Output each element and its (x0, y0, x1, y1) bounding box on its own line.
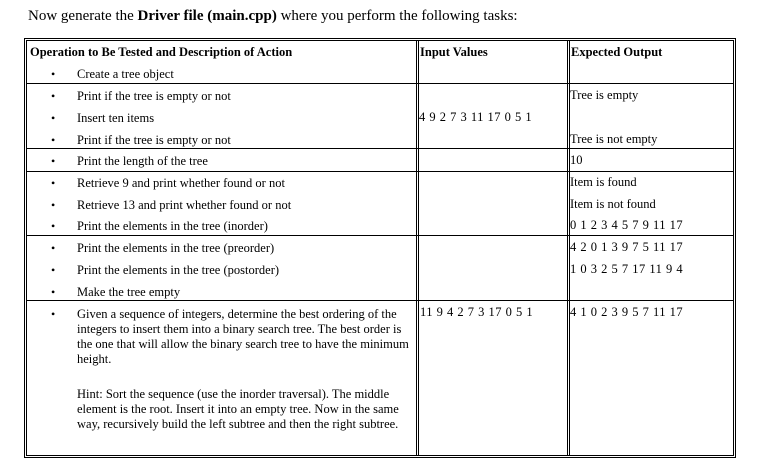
bullet: • (51, 111, 56, 125)
output-tree-not-empty: Tree is not empty (570, 132, 658, 146)
intro-suffix: where you perform the following tasks: (276, 8, 518, 24)
output-length: 10 (570, 153, 583, 167)
bullet: • (51, 307, 56, 321)
output-inorder: 0 1 2 3 4 5 7 9 11 17 (570, 218, 684, 232)
operation-print-not-empty: Print if the tree is empty or not (77, 133, 231, 147)
bullet: • (51, 154, 56, 168)
operation-print-length: Print the length of the tree (77, 154, 208, 168)
input-sequence: 11 9 4 2 7 3 17 0 5 1 (420, 305, 534, 319)
output-preorder: 4 2 0 1 3 9 7 5 11 17 (570, 240, 684, 254)
bullet: • (51, 263, 56, 277)
header-output: Expected Output (571, 45, 663, 59)
intro-prefix: Now generate the (28, 8, 138, 24)
output-not-found: Item is not found (570, 197, 656, 211)
operation-insert-items: Insert ten items (77, 111, 155, 125)
header-operation: Operation to Be Tested and Description of Action (30, 45, 293, 59)
bullet: • (51, 285, 56, 299)
row-divider (27, 235, 733, 236)
operation-retrieve-13: Retrieve 13 and print whether found or not (77, 198, 292, 212)
header-input: Input Values (420, 45, 488, 59)
bullet: • (51, 198, 56, 212)
bullet: • (51, 241, 56, 255)
bullet: • (51, 89, 56, 103)
row-divider (27, 300, 733, 301)
operation-print-inorder: Print the elements in the tree (inorder) (77, 219, 268, 233)
operation-print-empty: Print if the tree is empty or not (77, 89, 231, 103)
bullet: • (51, 219, 56, 233)
bullet: • (51, 133, 56, 147)
operation-retrieve-9: Retrieve 9 and print whether found or not (77, 176, 285, 190)
output-found: Item is found (570, 175, 637, 189)
operation-hint: Hint: Sort the sequence (use the inorder traversal). The middle element is the root. Insert it into an empty tree. Now in the same way, recursively build the left subtree and then the right subtree. (77, 387, 399, 431)
output-tree-empty: Tree is empty (570, 88, 639, 102)
intro-bold-filename: Driver file (main.cpp) (137, 8, 277, 24)
operation-best-ordering: Given a sequence of integers, determine the best ordering of the integers to insert them into a binary search tree. The best order is the one that will allow the binary search tree to have the minimum height. (77, 307, 409, 366)
intro-sentence (28, 7, 518, 25)
output-best-order: 4 1 0 2 3 9 5 7 11 17 (570, 305, 684, 319)
output-postorder: 1 0 3 2 5 7 17 11 9 4 (570, 262, 684, 276)
bullet: • (51, 67, 56, 81)
input-insert-values: 4 9 2 7 3 11 17 0 5 1 (419, 110, 533, 124)
operation-create-tree: Create a tree object (77, 67, 174, 81)
operation-make-empty: Make the tree empty (77, 285, 181, 299)
row-divider (27, 148, 733, 149)
bullet: • (51, 176, 56, 190)
operation-print-postorder: Print the elements in the tree (postorder) (77, 263, 280, 277)
row-divider (27, 83, 733, 84)
row-divider (27, 171, 733, 172)
operation-print-preorder: Print the elements in the tree (preorder) (77, 241, 275, 255)
column-divider (416, 41, 419, 455)
task-table (24, 38, 736, 458)
